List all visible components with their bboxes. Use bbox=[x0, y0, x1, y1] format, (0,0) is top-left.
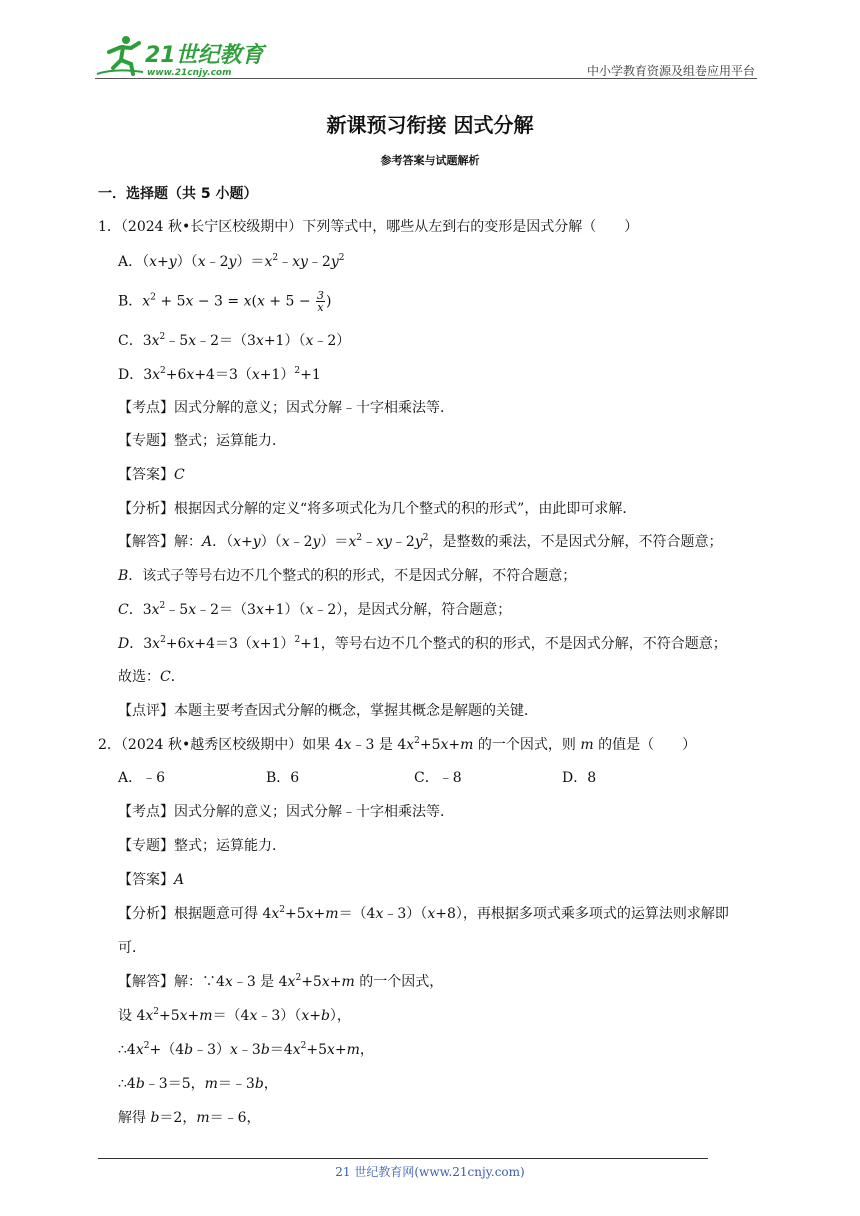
site-logo bbox=[95, 34, 295, 80]
svg-text:21世纪教育: 21世纪教育 bbox=[145, 43, 264, 68]
page-subtitle: 参考答案与试题解析 bbox=[380, 154, 480, 167]
q2-option-b: B．6 bbox=[266, 770, 300, 786]
page-header bbox=[95, 34, 757, 80]
footer-link[interactable]: 21 世纪教育网(www.21cnjy.com) bbox=[335, 1165, 525, 1179]
q2-jieda-line4: ∴4b﹣3＝5，m＝﹣3b， bbox=[118, 1076, 278, 1092]
header-divider bbox=[95, 78, 757, 79]
q2-answer: 【答案】A bbox=[118, 872, 185, 888]
q1-jieda-line5: 故选：C． bbox=[118, 669, 185, 685]
footer-divider bbox=[98, 1158, 708, 1159]
q2-jieda-line3: $\therefore 4x^2+(4b﹣3)x﹣3b=4x^2+5x+m$， bbox=[118, 1041, 374, 1058]
q2-jieda-line2: 设 $4x^2+5x+m=(4x﹣3)(x+b)$， bbox=[118, 1007, 351, 1024]
page-title: 新课预习衔接 因式分解 bbox=[326, 113, 534, 137]
q1-jieda-line2: B．该式子等号右边不几个整式的积的形式，不是因式分解，不符合题意； bbox=[118, 568, 577, 584]
q1-dianping: 【点评】本题主要考查因式分解的概念，掌握其概念是解题的关键． bbox=[118, 703, 538, 719]
q2-zhuanti: 【专题】整式；运算能力． bbox=[118, 838, 286, 854]
q2-stem: 2．（2024 秋•越秀区校级期中）如果 4x﹣3 是 $4x^2+5x+m$ 的一个因式，则 m 的值是（ ） bbox=[98, 736, 697, 753]
q1-stem: 1．（2024 秋•长宁区校级期中）下列等式中，哪些从左到右的变形是因式分解（ ） bbox=[98, 219, 639, 235]
q2-option-a: A．﹣6 bbox=[118, 770, 166, 786]
fraction-3-over-x: $\frac{3}{x}$ bbox=[317, 289, 325, 314]
q1-option-d: D．$3x^2+6x+4=3(x+1)^2+1$ bbox=[118, 366, 321, 383]
q2-fenxi-cont: 可． bbox=[118, 940, 146, 956]
q1-option-c: C．$3x^2﹣5x﹣2=(3x+1)(x﹣2)$ bbox=[118, 332, 351, 349]
q2-fenxi: 【分析】根据题意可得 $4x^2+5x+m=(4x﹣3)(x+8)$，再根据多项式乘多项式的运算法则求解即 bbox=[118, 905, 729, 922]
q2-options bbox=[118, 768, 710, 788]
q2-option-d: D．8 bbox=[562, 770, 597, 786]
q1-answer: 【答案】C bbox=[118, 467, 185, 483]
svg-text:www.21cnjy.com: www.21cnjy.com bbox=[147, 68, 232, 78]
header-platform-text: 中小学教育资源及组卷应用平台 bbox=[586, 64, 755, 78]
q1-kaodian: 【考点】因式分解的意义；因式分解﹣十字相乘法等． bbox=[118, 400, 454, 416]
section-heading: 一．选择题（共 5 小题） bbox=[98, 186, 258, 202]
q1-fenxi: 【分析】根据因式分解的定义“将多项式化为几个整式的积的形式”，由此即可求解． bbox=[118, 501, 637, 517]
q2-jieda-line1: 【解答】解：∵4x﹣3 是 $4x^2+5x+m$ 的一个因式， bbox=[118, 973, 444, 990]
q2-kaodian: 【考点】因式分解的意义；因式分解﹣十字相乘法等． bbox=[118, 804, 454, 820]
q1-zhuanti: 【专题】整式；运算能力． bbox=[118, 433, 286, 449]
q1-jieda-line3: C．$3x^2﹣5x﹣2=(3x+1)(x﹣2)$，是因式分解，符合题意； bbox=[118, 601, 512, 618]
q1-option-a: A．$(x+y)(x﹣2y)=x^2﹣xy﹣2y^2$ bbox=[118, 253, 345, 270]
q1-option-b: B．$x^2 + 5x - 3 = x(x + 5$ − $\frac{3}{x}$ ) bbox=[118, 289, 332, 314]
q1-jieda-line1: 【解答】解：A．$(x+y)(x﹣2y)=x^2﹣xy﹣2y^2$，是整数的乘法，不是因式分解，不符合题意； bbox=[118, 533, 723, 550]
q2-option-c: C．﹣8 bbox=[414, 770, 462, 786]
q1-jieda-line4: D．$3x^2+6x+4=3(x+1)^2+1$，等号右边不几个整式的积的形式，不是因式分解，不符合题意； bbox=[118, 635, 727, 652]
q2-jieda-line5: 解得 b＝2，m＝﹣6， bbox=[118, 1110, 261, 1126]
runner-icon bbox=[97, 36, 143, 74]
